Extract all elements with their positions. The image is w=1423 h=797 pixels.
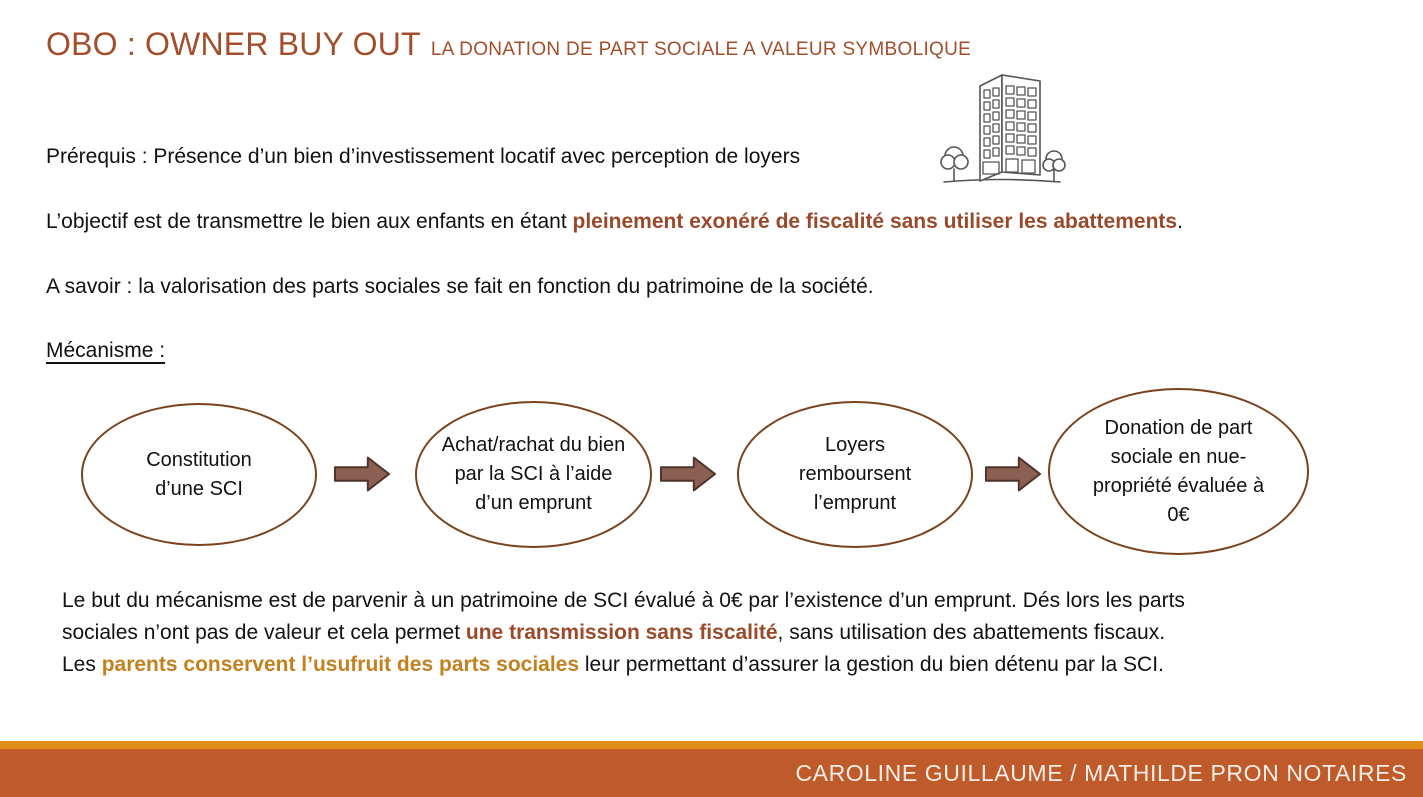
flow-step-label: Constitution d’une SCI bbox=[146, 448, 252, 500]
conclusion-line3-highlight: parents conservent l’usufruit des parts sociales bbox=[101, 653, 580, 676]
flow-step-constitution bbox=[81, 403, 317, 546]
building-icon bbox=[936, 62, 1068, 192]
mecanisme-heading: Mécanisme : bbox=[46, 339, 166, 362]
flow-step-achat-rachat bbox=[415, 401, 652, 548]
title-subtitle: LA DONATION DE PART SOCIALE A VALEUR SYMBOLIQUE bbox=[430, 39, 972, 60]
arrow-right-icon bbox=[659, 453, 717, 495]
conclusion-line-1: Le but du mécanisme est de parvenir à un patrimoine de SCI évalué à 0€ par l’existence d’un emprunt. Dés lors les parts bbox=[62, 589, 1185, 612]
arrow-right-icon bbox=[333, 453, 391, 495]
footer-accent-stripe bbox=[0, 741, 1423, 749]
savoir-line: A savoir : la valorisation des parts sociales se fait en fonction du patrimoine de la société. bbox=[46, 275, 874, 298]
conclusion-paragraph bbox=[62, 585, 1185, 681]
objectif-highlight: pleinement exonéré de fiscalité sans utiliser les abattements bbox=[572, 210, 1178, 233]
conclusion-line-2 bbox=[62, 617, 1185, 649]
conclusion-line2-prefix: sociales n’ont pas de valeur et cela permet bbox=[62, 621, 466, 644]
footer-banner bbox=[0, 749, 1423, 797]
page-title bbox=[46, 26, 971, 63]
arrow-right-icon bbox=[984, 453, 1042, 495]
title-main: OBO : OWNER BUY OUT bbox=[46, 26, 421, 62]
conclusion-line3-suffix: leur permettant d’assurer la gestion du bien détenu par la SCI. bbox=[579, 653, 1164, 676]
conclusion-line-3 bbox=[62, 649, 1185, 681]
objectif-prefix: L’objectif est de transmettre le bien aux enfants en étant bbox=[46, 210, 573, 233]
objectif-line bbox=[46, 210, 1183, 234]
conclusion-line2-highlight: une transmission sans fiscalité bbox=[465, 621, 778, 644]
conclusion-line2-suffix: , sans utilisation des abattements fiscaux. bbox=[777, 621, 1166, 644]
flow-step-donation bbox=[1048, 388, 1309, 555]
objectif-suffix: . bbox=[1177, 210, 1183, 233]
footer-credit: CAROLINE GUILLAUME / MATHILDE PRON NOTAIRES bbox=[795, 759, 1407, 786]
flow-step-label: Donation de part sociale en nue-propriété évaluée à 0€ bbox=[1092, 416, 1265, 526]
flow-step-loyers bbox=[737, 401, 973, 548]
flow-step-label: Achat/rachat du bien par la SCI à l’aide d’un emprunt bbox=[441, 434, 626, 514]
flow-step-label: Loyers remboursent l’emprunt bbox=[798, 434, 912, 514]
prerequis-line: Prérequis : Présence d’un bien d’investissement locatif avec perception de loyers bbox=[46, 145, 801, 168]
conclusion-line3-prefix: Les bbox=[62, 653, 102, 676]
